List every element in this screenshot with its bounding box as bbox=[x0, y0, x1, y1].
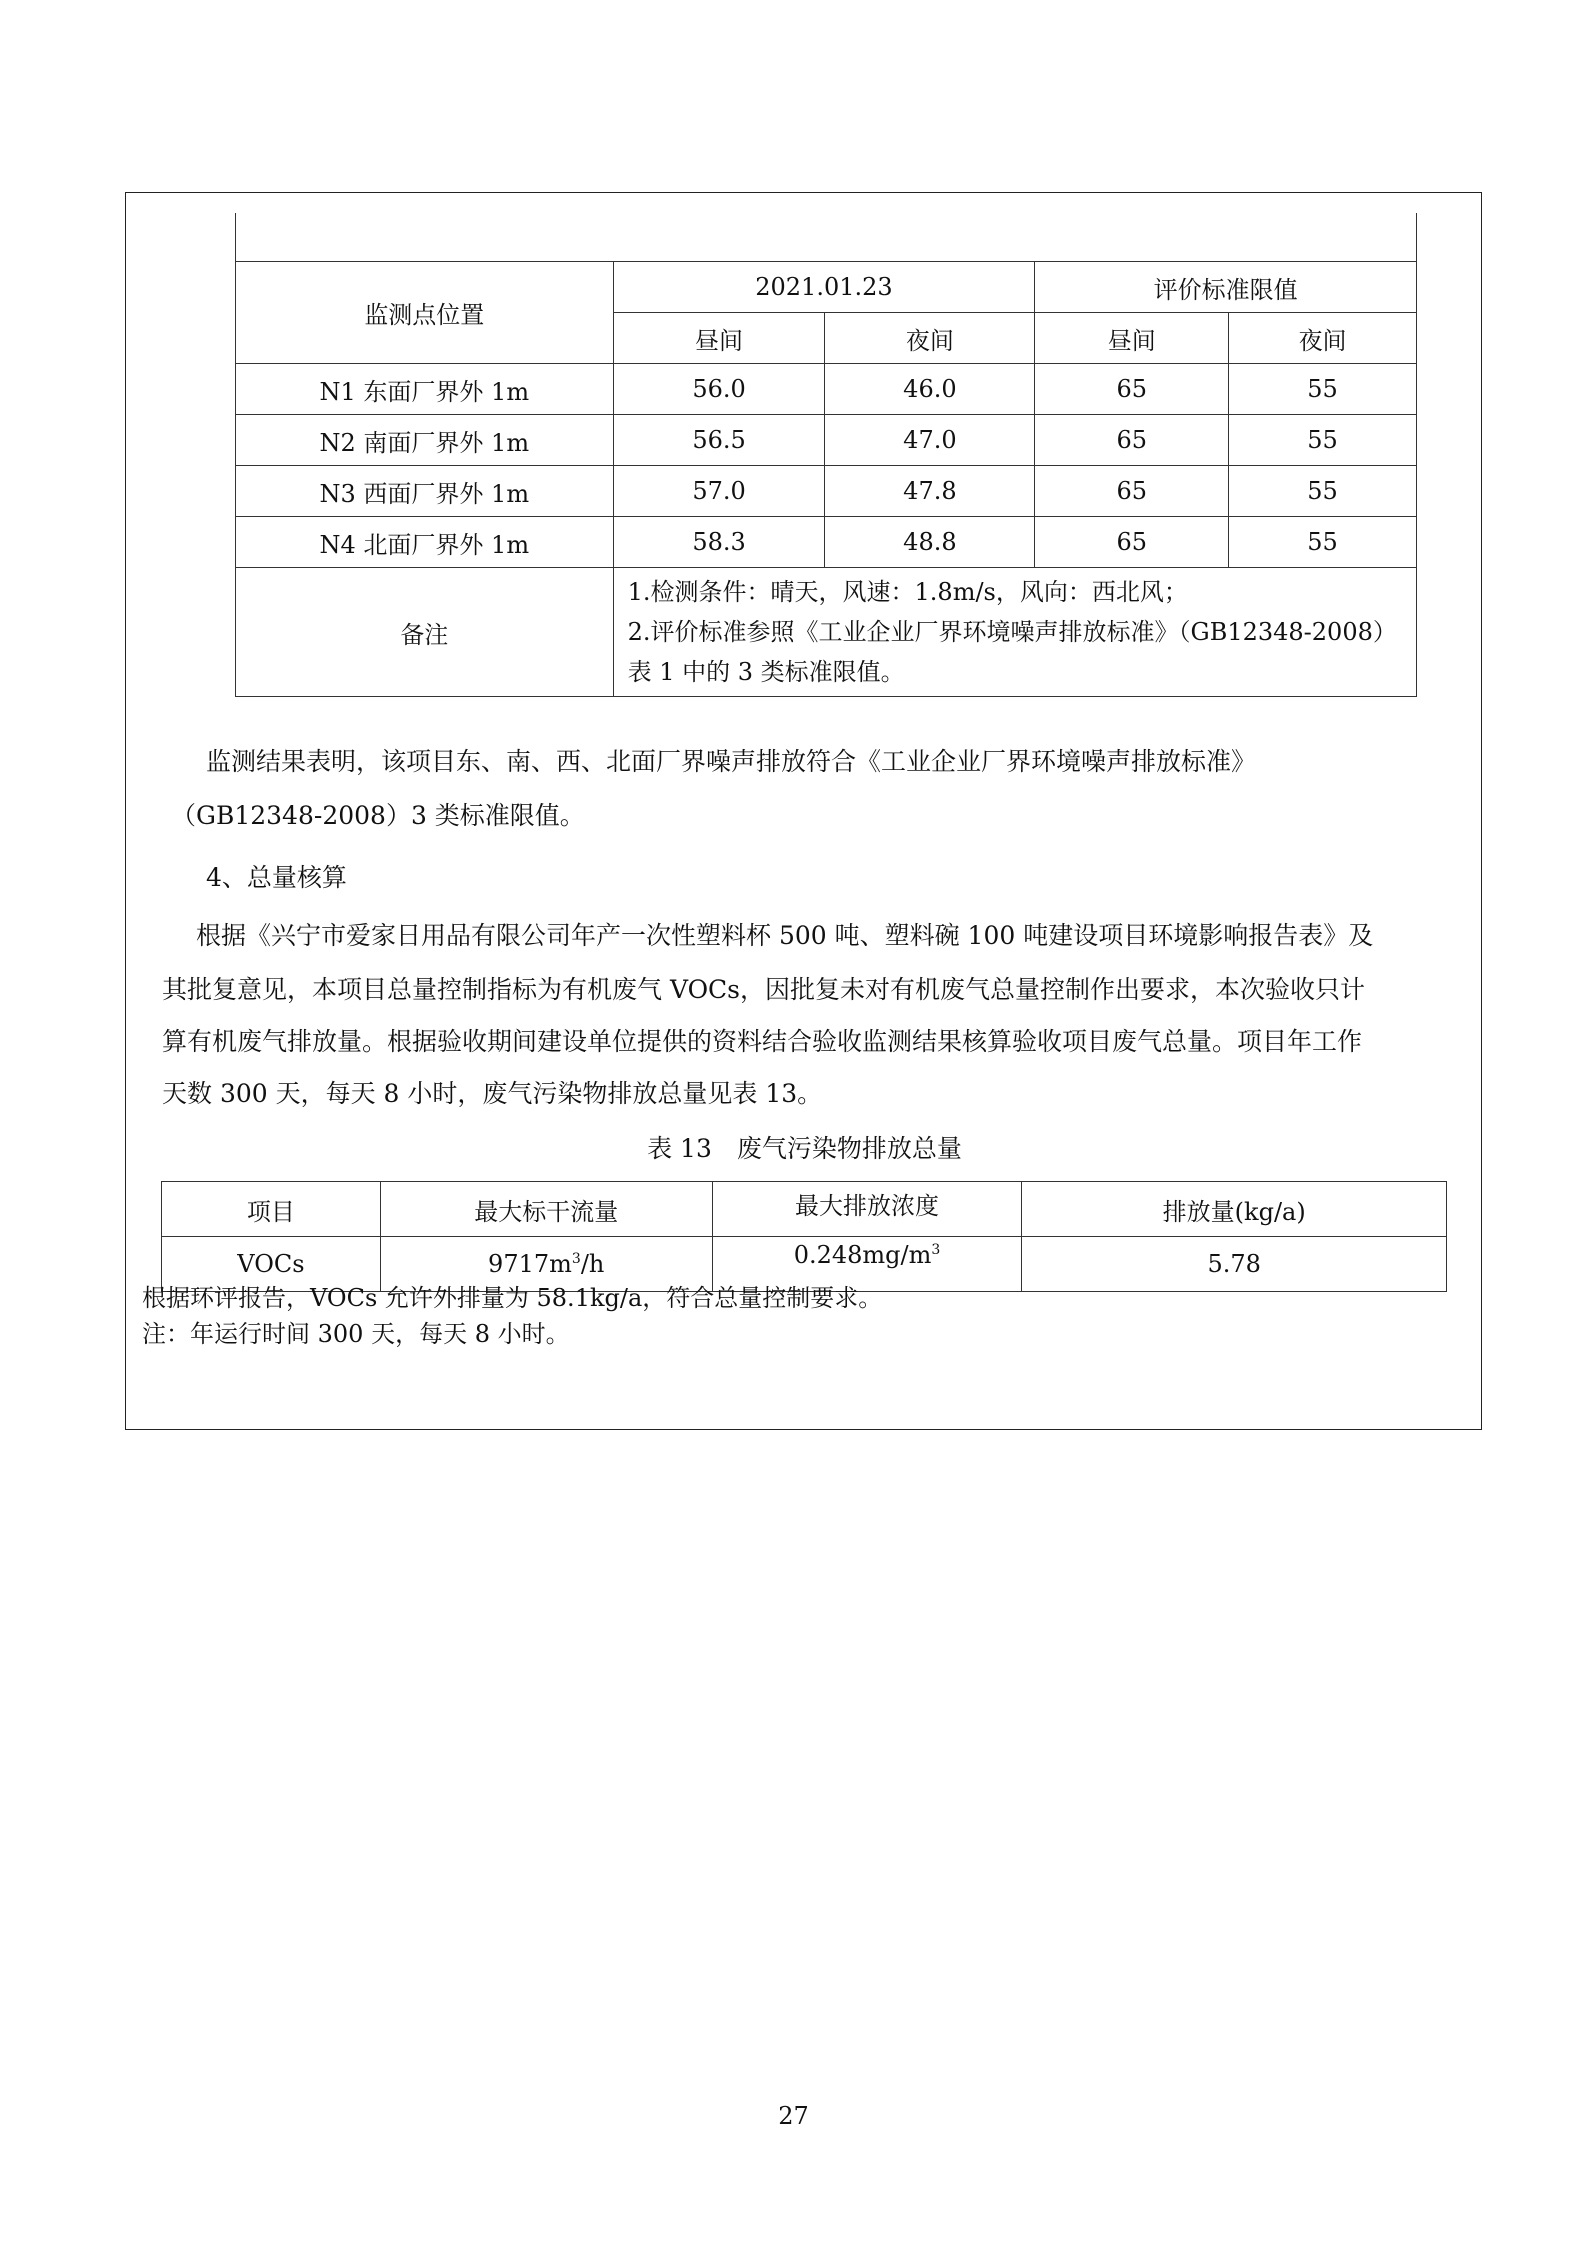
page-number: 27 bbox=[778, 2102, 809, 2130]
table-13-caption: 表 13 废气污染物排放总量 bbox=[647, 1134, 962, 1163]
row-std-day: 65 bbox=[1035, 517, 1229, 568]
row-std-day: 65 bbox=[1035, 415, 1229, 466]
header-night: 夜间 bbox=[825, 313, 1035, 364]
row-location: N2 南面厂界外 1m bbox=[236, 415, 614, 466]
header-day: 昼间 bbox=[613, 313, 825, 364]
header-flow: 最大标干流量 bbox=[380, 1182, 712, 1237]
row-std-night: 55 bbox=[1229, 364, 1417, 415]
row-night-value: 48.8 bbox=[825, 517, 1035, 568]
remark-line-3: 表 1 中的 3 类标准限值。 bbox=[627, 658, 905, 686]
row-std-night: 55 bbox=[1229, 517, 1417, 568]
note-line-1: 根据环评报告，VOCs 允许外排量为 58.1kg/a，符合总量控制要求。 bbox=[142, 1284, 883, 1312]
header-standard: 评价标准限值 bbox=[1035, 262, 1417, 313]
cell-amount: 5.78 bbox=[1022, 1237, 1447, 1292]
conclusion-line-2: （GB12348-2008）3 类标准限值。 bbox=[171, 801, 585, 830]
remark-line-2: 2.评价标准参照《工业企业厂界环境噪声排放标准》（GB12348-2008） bbox=[627, 618, 1397, 646]
body-line-3: 算有机废气排放量。根据验收期间建设单位提供的资料结合验收监测结果核算验收项目废气总量。项目年工作 bbox=[162, 1027, 1363, 1056]
remark-line-1: 1.检测条件：晴天，风速：1.8m/s，风向：西北风； bbox=[627, 578, 1188, 606]
row-night-value: 46.0 bbox=[825, 364, 1035, 415]
conc-value: 0.248mg/m bbox=[793, 1241, 932, 1269]
section-heading: 4、总量核算 bbox=[206, 863, 347, 892]
row-day-value: 56.5 bbox=[613, 415, 825, 466]
table-blank-row bbox=[236, 213, 1417, 262]
body-line-4: 天数 300 天，每天 8 小时，废气污染物排放总量见表 13。 bbox=[162, 1079, 823, 1108]
header-row-1 bbox=[236, 262, 1417, 313]
row-location: N1 东面厂界外 1m bbox=[236, 364, 614, 415]
header-std-day: 昼间 bbox=[1035, 313, 1229, 364]
conclusion-line-1: 监测结果表明，该项目东、南、西、北面厂界噪声排放符合《工业企业厂界环境噪声排放标准》 bbox=[206, 747, 1257, 776]
table-row bbox=[236, 466, 1417, 517]
header-date: 2021.01.23 bbox=[613, 262, 1035, 313]
header-std-night: 夜间 bbox=[1229, 313, 1417, 364]
row-day-value: 57.0 bbox=[613, 466, 825, 517]
content-frame bbox=[125, 192, 1482, 1430]
remark-label: 备注 bbox=[236, 568, 614, 697]
header-concentration: 最大排放浓度 bbox=[712, 1182, 1022, 1237]
emission-header-row bbox=[162, 1182, 1447, 1237]
header-item: 项目 bbox=[162, 1182, 381, 1237]
row-std-night: 55 bbox=[1229, 466, 1417, 517]
row-day-value: 58.3 bbox=[613, 517, 825, 568]
table-row bbox=[236, 364, 1417, 415]
conc-superscript: 3 bbox=[931, 1242, 941, 1258]
emission-table bbox=[161, 1181, 1447, 1292]
body-line-2: 其批复意见，本项目总量控制指标为有机废气 VOCs，因批复未对有机废气总量控制作出要求，本次验收只计 bbox=[162, 975, 1366, 1004]
row-std-night: 55 bbox=[1229, 415, 1417, 466]
row-night-value: 47.8 bbox=[825, 466, 1035, 517]
row-location: N4 北面厂界外 1m bbox=[236, 517, 614, 568]
header-location: 监测点位置 bbox=[236, 262, 614, 364]
flow-value: 9717m bbox=[488, 1250, 572, 1278]
remark-content bbox=[613, 568, 1416, 697]
header-amount: 排放量(kg/a) bbox=[1022, 1182, 1447, 1237]
note-line-2: 注：年运行时间 300 天，每天 8 小时。 bbox=[142, 1320, 570, 1348]
noise-monitoring-table bbox=[235, 213, 1417, 697]
row-location: N3 西面厂界外 1m bbox=[236, 466, 614, 517]
cell-item: VOCs bbox=[162, 1237, 381, 1292]
row-day-value: 56.0 bbox=[613, 364, 825, 415]
table-row bbox=[236, 517, 1417, 568]
table-row bbox=[236, 415, 1417, 466]
row-std-day: 65 bbox=[1035, 466, 1229, 517]
flow-unit: /h bbox=[580, 1250, 605, 1278]
body-line-1: 根据《兴宁市爱家日用品有限公司年产一次性塑料杯 500 吨、塑料碗 100 吨建设项目环境影响报告表》及 bbox=[196, 921, 1374, 950]
remark-row bbox=[236, 568, 1417, 697]
flow-superscript: 3 bbox=[571, 1251, 581, 1267]
row-std-day: 65 bbox=[1035, 364, 1229, 415]
row-night-value: 47.0 bbox=[825, 415, 1035, 466]
